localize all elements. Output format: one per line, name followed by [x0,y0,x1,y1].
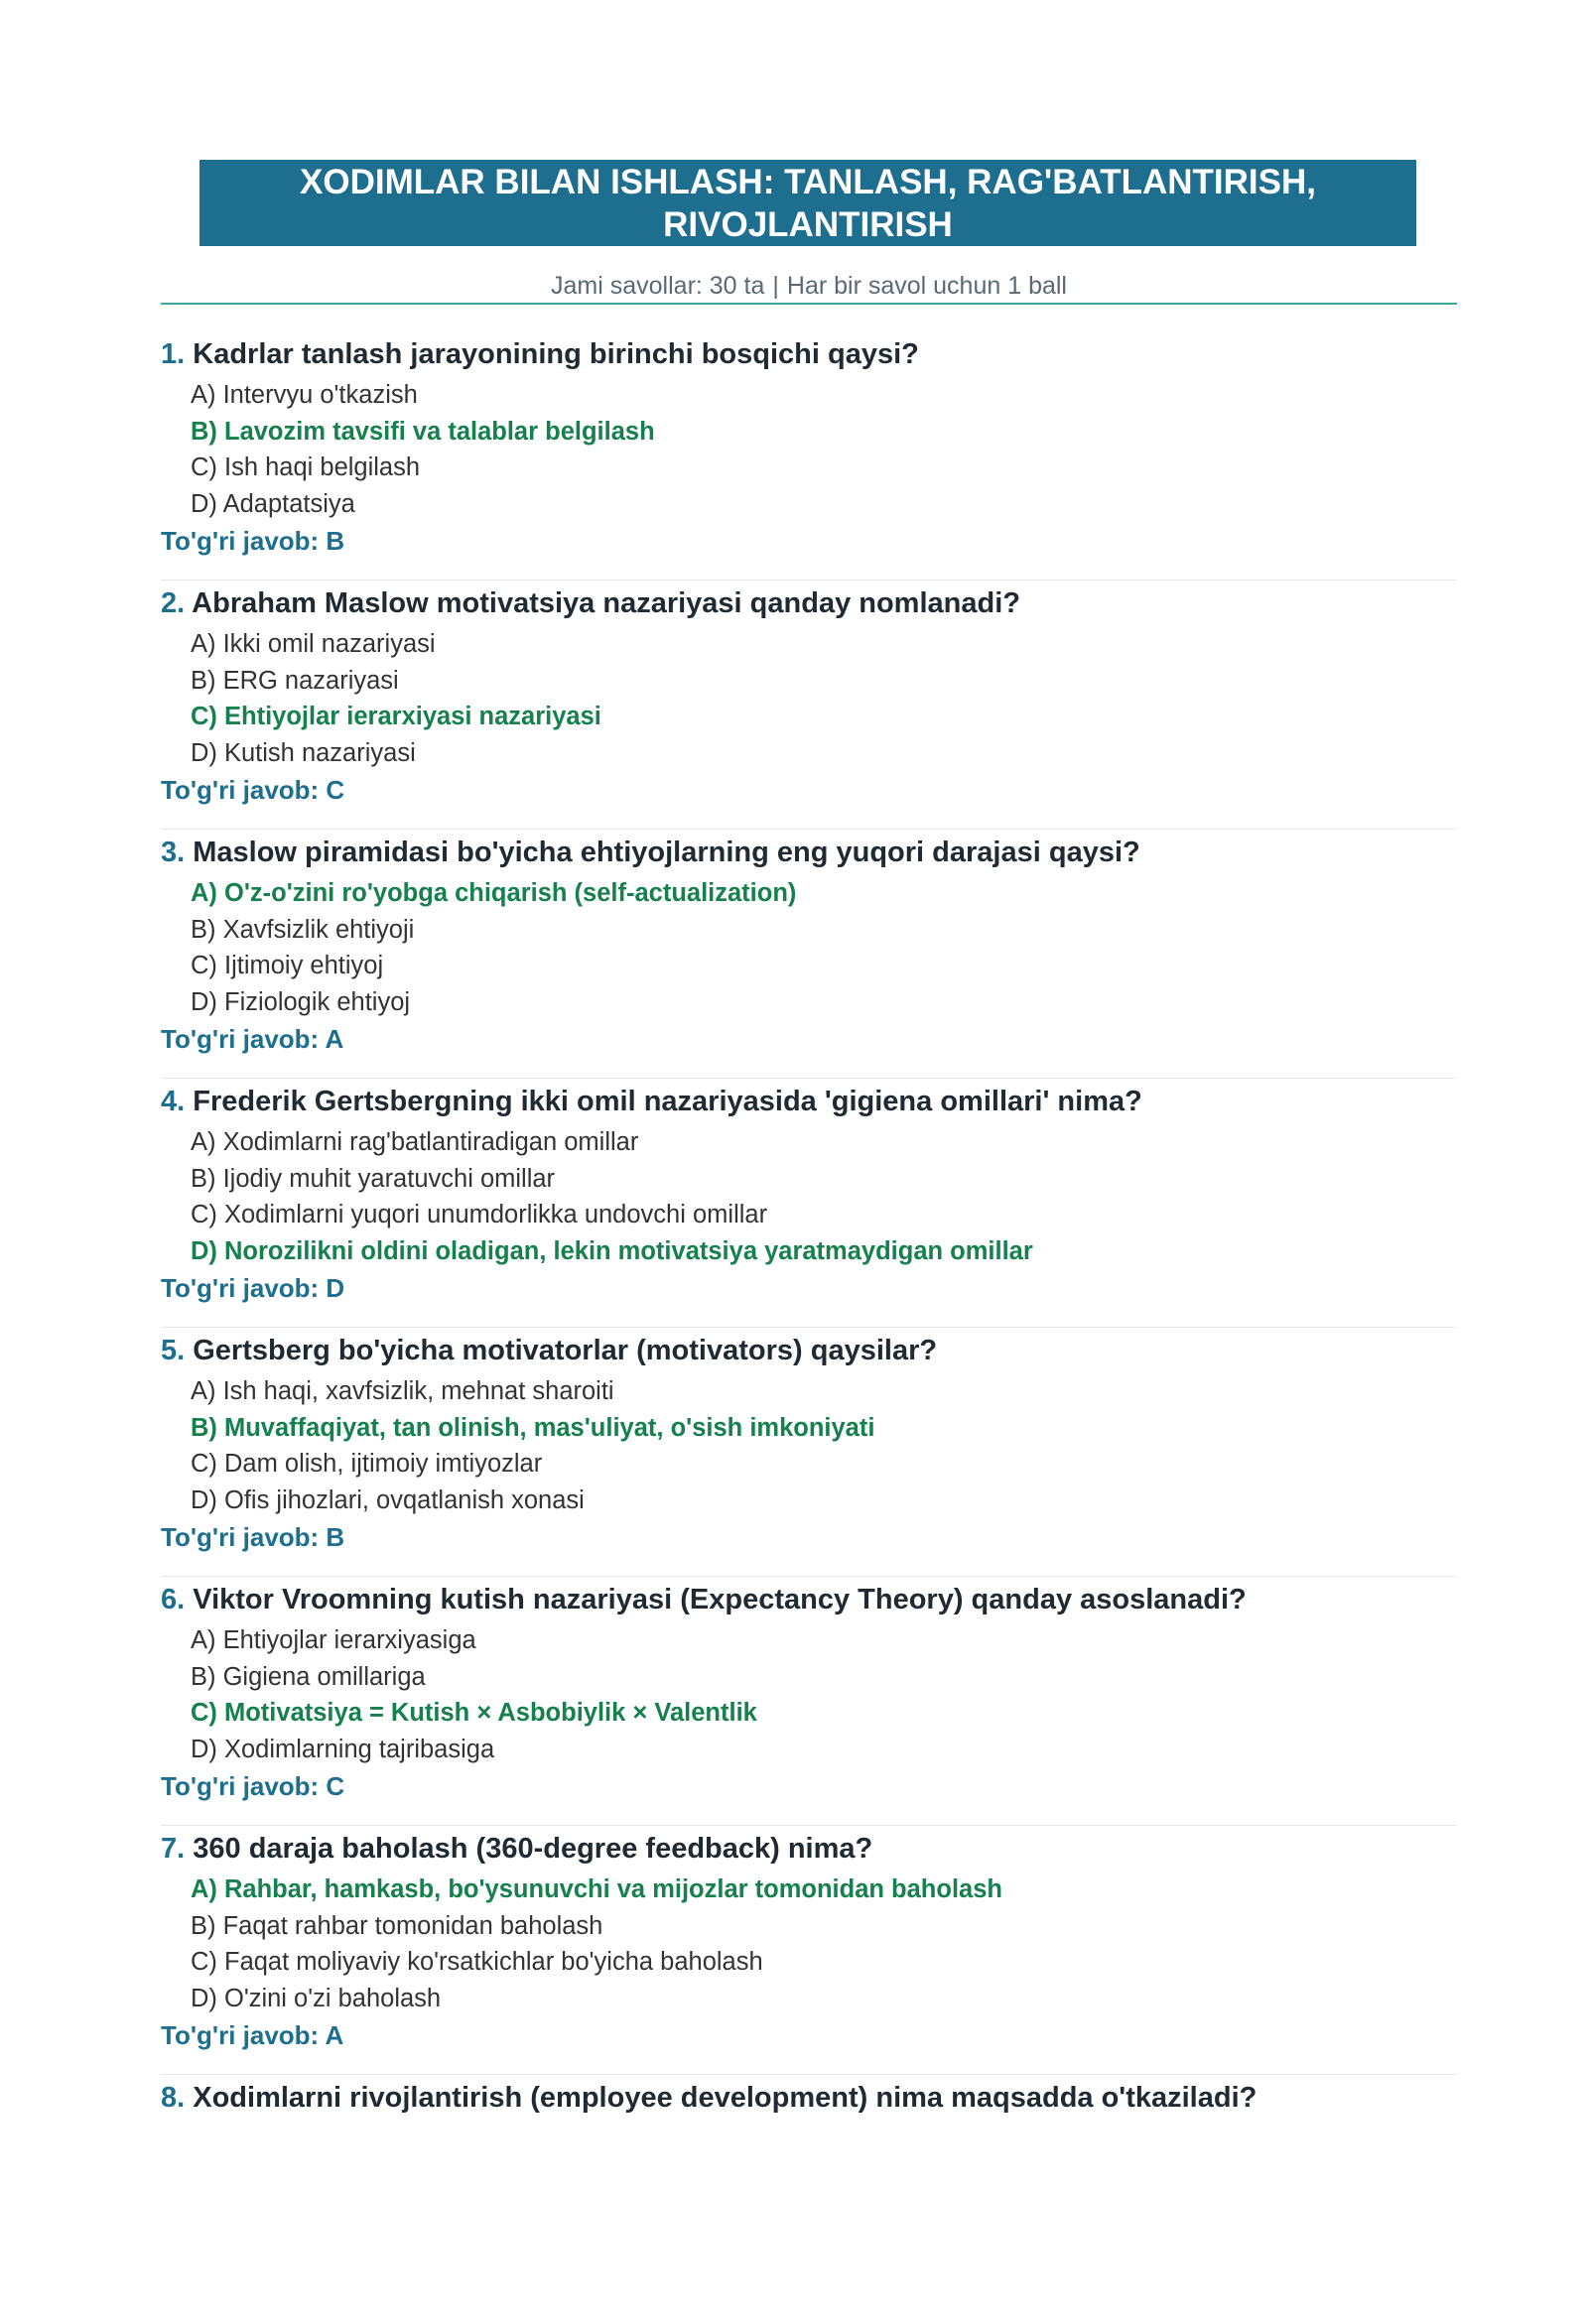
option-b-correct: B) Muvaffaqiyat, tan olinish, mas'uliyat, o'sish imkoniyati [191,1413,875,1442]
option-b: B) Faqat rahbar tomonidan baholash [191,1911,603,1940]
question-text: 360 daraja baholash (360-degree feedback) nima? [193,1833,873,1865]
correct-answer: To'g'ri javob: A [161,2020,344,2050]
option-c: C) Dam olish, ijtimoiy imtiyozlar [191,1450,543,1478]
question-item [161,1577,1457,1826]
question-item [161,1079,1457,1328]
correct-answer: To'g'ri javob: B [161,526,345,556]
question-text: Gertsberg bo'yicha motivatorlar (motivators) qaysilar? [193,1335,938,1366]
question-text: Kadrlar tanlash jarayonining birinchi bosqichi qaysi? [193,338,919,370]
question-heading [161,1079,1457,1124]
correct-answer: To'g'ri javob: C [161,1771,345,1801]
option-c: C) Ijtimoiy ehtiyoj [191,952,384,979]
correct-answer: To'g'ri javob: A [161,1024,344,1054]
question-heading [161,581,1457,626]
option-a-correct: A) O'z-o'zini ro'yobga chiqarish (self-actualization) [191,879,797,907]
option-b: B) Xavfsizlik ehtiyoji [191,915,415,944]
question-text: Maslow piramidasi bo'yicha ehtiyojlarning eng yuqori darajasi qaysi? [193,837,1140,868]
question-item [161,331,1457,581]
correct-answer: To'g'ri javob: B [161,1522,345,1552]
question-text: Xodimlarni rivojlantirish (employee development) nima maqsadda o'tkaziladi? [193,2082,1257,2114]
question-number: 3. [161,837,186,868]
question-heading [161,2075,1457,2121]
option-c: C) Faqat moliyaviy ko'rsatkichlar bo'yicha baholash [191,1948,763,1976]
option-c-correct: C) Ehtiyojlar ierarxiyasi nazariyasi [191,703,601,730]
question-heading [161,331,1457,377]
option-d: D) Ofis jihozlari, ovqatlanish xonasi [191,1485,585,1514]
option-a: A) Intervyu o'tkazish [191,381,418,409]
question-heading [161,830,1457,875]
option-c-correct: C) Motivatsiya = Kutish × Asbobiylik × Valentlik [191,1699,757,1727]
question-item [161,830,1457,1079]
question-heading [161,1328,1457,1373]
question-item [161,1826,1457,2075]
question-number: 6. [161,1584,186,1615]
question-number: 2. [161,587,186,619]
option-a-correct: A) Rahbar, hamkasb, bo'ysunuvchi va mijozlar tomonidan baholash [191,1875,1002,1903]
option-a: A) Ikki omil nazariyasi [191,630,436,658]
question-number: 5. [161,1335,186,1366]
document-title-banner [199,160,1416,246]
question-list [161,331,1457,2324]
option-d: D) Kutish nazariyasi [191,738,416,767]
option-b: B) Gigiena omillariga [191,1662,426,1691]
option-c: C) Ish haqi belgilash [191,453,421,481]
question-text: Frederik Gertsbergning ikki omil nazariyasida 'gigiena omillari' nima? [193,1086,1142,1117]
correct-answer: To'g'ri javob: D [161,1273,345,1303]
correct-answer: To'g'ri javob: C [161,775,345,805]
option-c: C) Xodimlarni yuqori unumdorlikka undovchi omillar [191,1201,768,1228]
option-d: D) Fiziologik ehtiyoj [191,987,411,1016]
question-text: Viktor Vroomning kutish nazariyasi (Expectancy Theory) qanday asoslanadi? [193,1584,1247,1615]
question-text: Abraham Maslow motivatsiya nazariyasi qanday nomlanadi? [192,587,1020,619]
option-b: B) ERG nazariyasi [191,666,399,695]
option-d: D) Xodimlarning tajribasiga [191,1735,495,1763]
question-number: 4. [161,1086,186,1117]
question-number: 1. [161,338,186,370]
option-a: A) Ish haqi, xavfsizlik, mehnat sharoiti [191,1377,614,1405]
document-title: XODIMLAR BILAN ISHLASH: TANLASH, RAG'BATLANTIRISH, RIVOJLANTIRISH [300,162,1316,244]
subtitle-separator: | [772,272,779,300]
option-d: D) O'zini o'zi baholash [191,1984,442,2012]
option-d: D) Adaptatsiya [191,489,355,518]
question-item [161,1328,1457,1577]
question-item [161,2075,1457,2324]
question-heading [161,1826,1457,1872]
points-per-question-label: Har bir savol uchun 1 ball [786,272,1067,300]
option-a: A) Xodimlarni rag'batlantiradigan omillar [191,1128,639,1156]
option-b-correct: B) Lavozim tavsifi va talablar belgilash [191,417,655,446]
total-questions-label: Jami savollar: 30 ta [551,272,765,300]
question-number: 8. [161,2082,186,2114]
document-subtitle [161,272,1457,301]
option-d-correct: D) Norozilikni oldini oladigan, lekin motivatsiya yaratmaydigan omillar [191,1236,1033,1265]
subtitle-divider [161,303,1457,305]
question-item [161,581,1457,830]
question-number: 7. [161,1833,186,1865]
option-a: A) Ehtiyojlar ierarxiyasiga [191,1626,476,1654]
question-heading [161,1577,1457,1622]
option-b: B) Ijodiy muhit yaratuvchi omillar [191,1164,556,1193]
